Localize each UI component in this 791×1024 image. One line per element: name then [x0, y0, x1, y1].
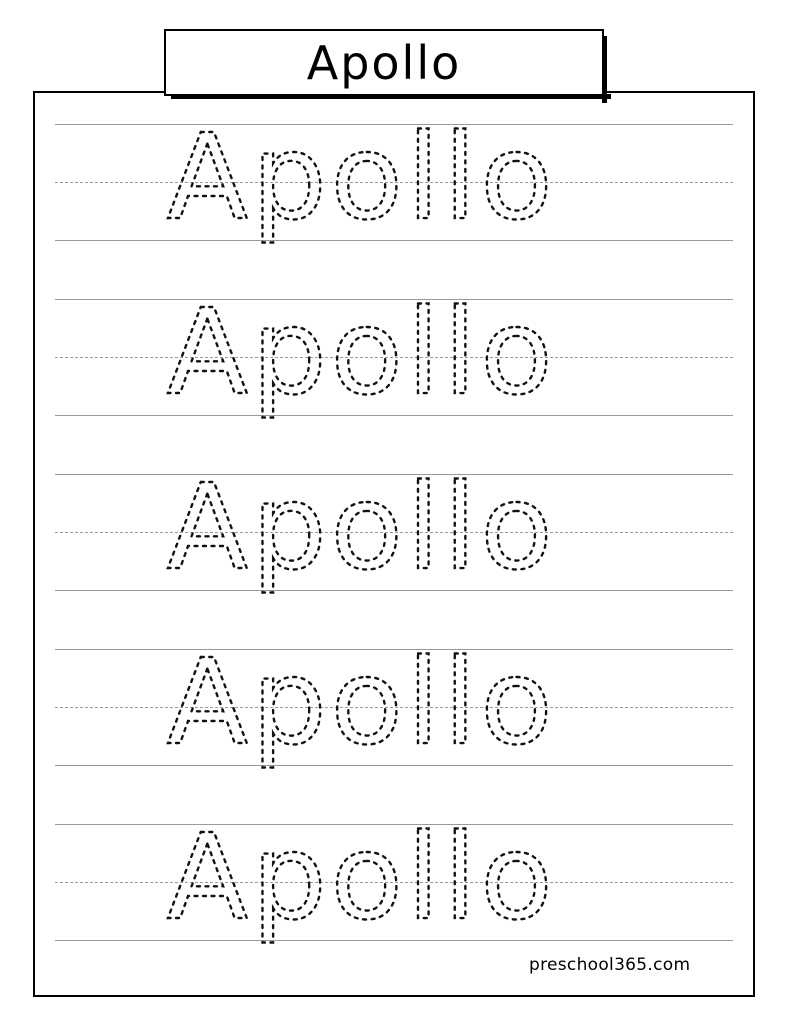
practice-row: [55, 458, 733, 598]
title-box-shadow-bottom: [171, 94, 611, 99]
footer-credit: preschool365.com: [529, 955, 691, 975]
practice-row: [55, 108, 733, 248]
title-box-shadow-right: [602, 36, 607, 103]
practice-row: [55, 633, 733, 773]
tracing-word: [167, 450, 727, 610]
practice-row: [55, 808, 733, 948]
tracing-word-text: Apollo: [167, 808, 557, 946]
practice-row: [55, 283, 733, 423]
tracing-word: [167, 100, 727, 260]
tracing-word: [167, 275, 727, 435]
tracing-word: [167, 625, 727, 785]
tracing-word: [167, 800, 727, 960]
tracing-word-text: Apollo: [167, 458, 557, 596]
tracing-word-text: Apollo: [167, 633, 557, 771]
tracing-word-text: Apollo: [167, 108, 557, 246]
practice-rows: [33, 91, 755, 997]
tracing-word-text: Apollo: [167, 283, 557, 421]
page-title: Apollo: [306, 35, 462, 90]
title-box: [164, 29, 604, 96]
